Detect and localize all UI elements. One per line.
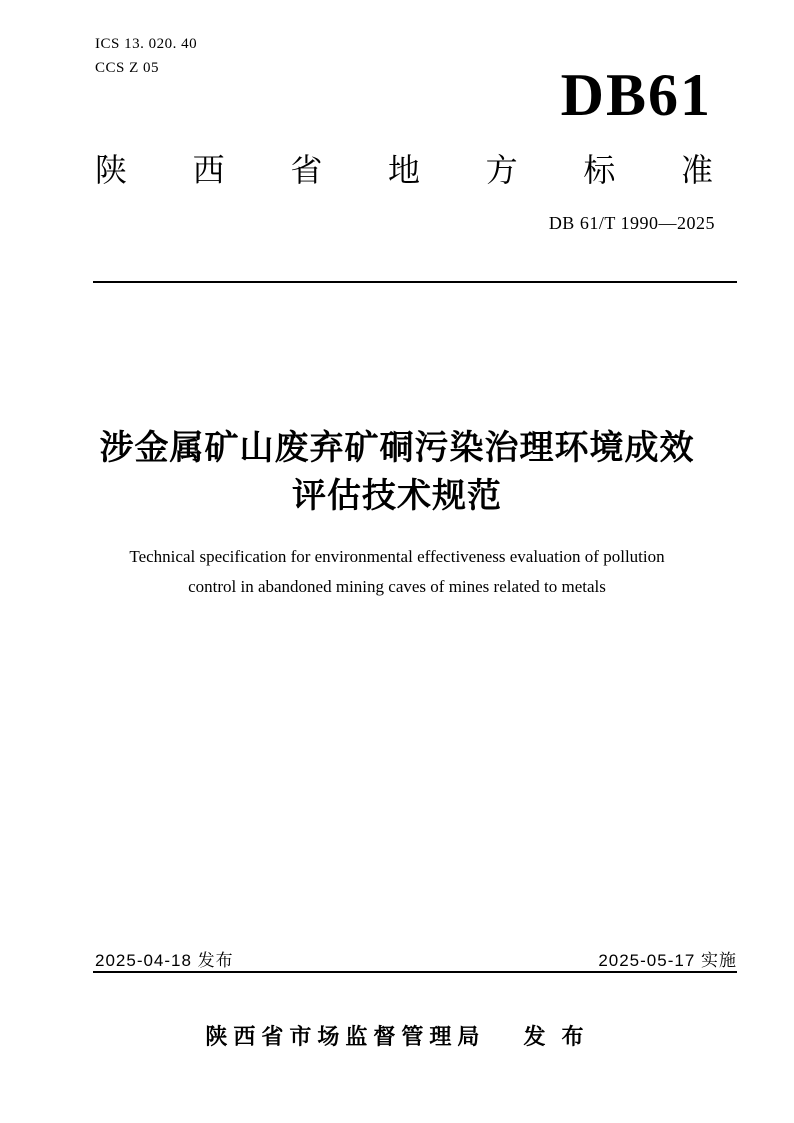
document-title-chinese — [0, 424, 794, 520]
document-title-english-line2: control in abandoned mining caves of mines related to metals — [188, 577, 606, 596]
db61-logo: DB61 — [560, 62, 712, 128]
ics-code: ICS 13. 020. 40 — [95, 36, 198, 52]
publisher-name: 陕西省市场监督管理局 — [205, 1024, 486, 1049]
standard-type-title: 陕西省地方标准 — [95, 152, 713, 188]
document-title-line1: 涉金属矿山废弃矿硐污染治理环境成效 — [99, 429, 695, 467]
dates-row — [95, 946, 737, 971]
document-title-english — [0, 542, 794, 602]
document-title-line2: 评估技术规范 — [292, 477, 502, 515]
standard-number: DB 61/T 1990—2025 — [548, 213, 715, 233]
header-divider-line — [93, 281, 737, 283]
footer-divider-line — [93, 971, 737, 973]
document-title-english-line1: Technical specification for environmental effectiveness evaluation of pollution — [129, 547, 665, 566]
issue-date: 2025-04-18 发布 — [95, 951, 234, 970]
implementation-date: 2025-05-17 实施 — [598, 951, 737, 970]
publisher-row — [0, 1020, 794, 1051]
publish-label: 发 布 — [523, 1024, 589, 1049]
ccs-code: CCS Z 05 — [95, 60, 160, 76]
